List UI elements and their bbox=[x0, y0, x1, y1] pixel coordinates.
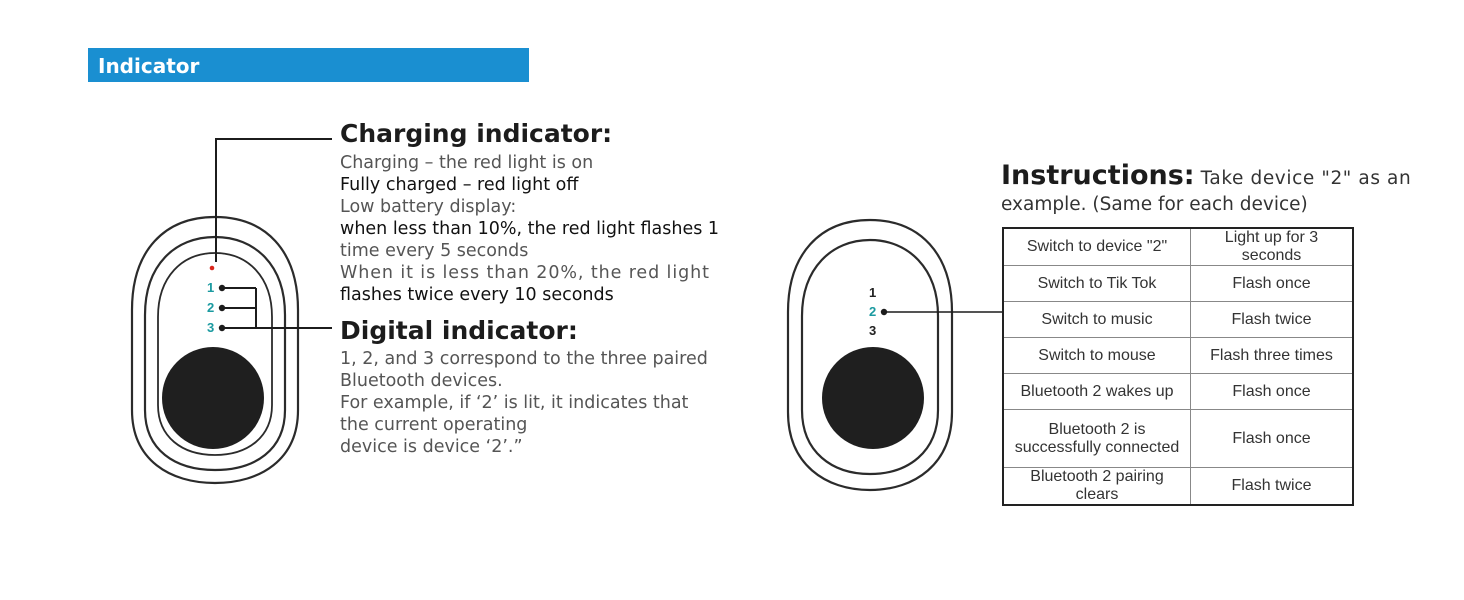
charging-line: when less than 10%, the red light flashes 1 bbox=[340, 219, 720, 239]
table-cell-result: Light up for 3 seconds bbox=[1191, 228, 1354, 266]
digital-line: Bluetooth devices. bbox=[340, 371, 503, 391]
table-row bbox=[1003, 468, 1353, 506]
instructions-title bbox=[1001, 160, 1411, 191]
digit-label-1: 1 bbox=[869, 285, 877, 300]
section-header-title: Indicator bbox=[98, 54, 200, 78]
charging-line: Low battery display: bbox=[340, 197, 517, 217]
digit-label-2: 2 bbox=[869, 304, 877, 319]
instructions-text: Take device "2" as an bbox=[1200, 168, 1412, 189]
digit-label-3: 3 bbox=[869, 323, 877, 338]
table-cell-action-line: successfully connected bbox=[1014, 438, 1180, 456]
charging-indicator-title: Charging indicator: bbox=[340, 119, 613, 148]
table-cell-result: Flash once bbox=[1191, 410, 1354, 468]
table-cell-action: Switch to device "2" bbox=[1003, 228, 1191, 266]
instructions-heading: Instructions: bbox=[1001, 160, 1195, 191]
table-row bbox=[1003, 374, 1353, 410]
table-cell-action: Bluetooth 2 wakes up bbox=[1003, 374, 1191, 410]
table-cell-action: Switch to Tik Tok bbox=[1003, 266, 1191, 302]
table-cell-result: Flash three times bbox=[1191, 338, 1354, 374]
charging-line: When it is less than 20%, the red light bbox=[340, 263, 710, 283]
digital-line: For example, if ‘2’ is lit, it indicates that bbox=[340, 393, 689, 413]
table-cell-action bbox=[1003, 410, 1191, 468]
table-cell-result: Flash twice bbox=[1191, 468, 1354, 506]
table-cell-result: Flash once bbox=[1191, 266, 1354, 302]
table-cell-result: Flash twice bbox=[1191, 302, 1354, 338]
table-cell-action: Switch to music bbox=[1003, 302, 1191, 338]
instructions-text-line2: example. (Same for each device) bbox=[1001, 194, 1308, 215]
table-cell-action-line: Bluetooth 2 is bbox=[1048, 420, 1146, 438]
digital-line: device is device ‘2’.” bbox=[340, 437, 523, 457]
charging-line: time every 5 seconds bbox=[340, 241, 529, 261]
status-table bbox=[1002, 227, 1354, 506]
digit-label-2: 2 bbox=[207, 300, 215, 315]
table-cell-result: Flash once bbox=[1191, 374, 1354, 410]
digit-label-3: 3 bbox=[207, 320, 215, 335]
table-row bbox=[1003, 266, 1353, 302]
digital-line: 1, 2, and 3 correspond to the three paired bbox=[340, 349, 708, 369]
charging-line: Fully charged – red light off bbox=[340, 175, 579, 195]
digital-indicator-title: Digital indicator: bbox=[340, 316, 578, 345]
charging-line: flashes twice every 10 seconds bbox=[340, 285, 614, 305]
table-row bbox=[1003, 228, 1353, 266]
table-cell-action: Switch to mouse bbox=[1003, 338, 1191, 374]
charging-line: Charging – the red light is on bbox=[340, 153, 594, 173]
digit-label-1: 1 bbox=[207, 280, 215, 295]
table-cell-action: Bluetooth 2 pairing clears bbox=[1003, 468, 1191, 506]
table-row bbox=[1003, 410, 1353, 468]
table-row bbox=[1003, 302, 1353, 338]
digital-line: the current operating bbox=[340, 415, 528, 435]
table-row bbox=[1003, 338, 1353, 374]
